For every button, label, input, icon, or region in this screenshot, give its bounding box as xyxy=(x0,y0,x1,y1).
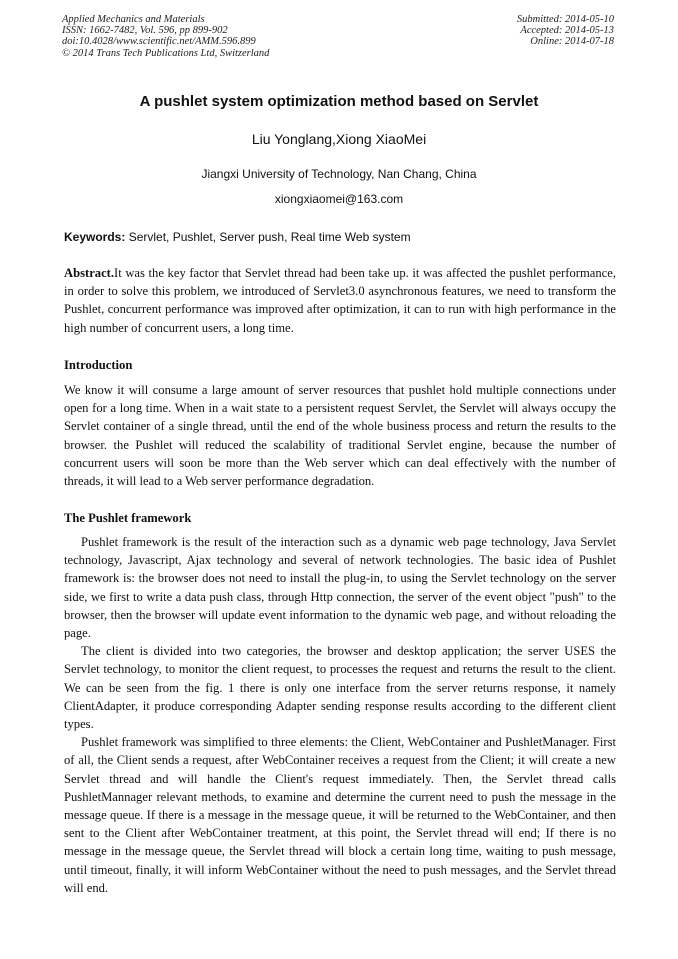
abstract-text: It was the key factor that Servlet thread had been take up. it was affected the pushlet performance, in order to solve this problem, we introduced of Servlet3.0 asynchronous features, we need to transform the Pushlet, concurrent performance was improved after optimization, it can to run with high performance in the high number of concurrent users, a long time. xyxy=(64,266,616,335)
section-heading-introduction: Introduction xyxy=(64,358,133,372)
issn-line: ISSN: 1662-7482, Vol. 596, pp 899-902 xyxy=(62,25,228,37)
paragraph: The client is divided into two categories, the browser and desktop application; the server USES the Servlet technology, to monitor the client request, to processes the request and returns the result to the client. We can be seen from the fig. 1 there is only one interface from the server returns response, it namely ClientAdapter, it produce corresponding Adapter sending response results according to the different client types. xyxy=(64,644,616,732)
authors: Liu Yonglang,Xiong XiaoMei xyxy=(251,131,427,147)
abstract-label: Abstract. xyxy=(64,266,115,280)
journal-name: Applied Mechanics and Materials xyxy=(62,14,205,25)
keywords-text: Servlet, Pushlet, Server push, Real time Web system xyxy=(125,230,411,244)
doi-line: doi:10.4028/www.scientific.net/AMM.596.899 xyxy=(62,36,256,48)
copyright-line: © 2014 Trans Tech Publications Ltd, Switzerland xyxy=(62,47,270,59)
affiliation: Jiangxi University of Technology, Nan Chang, China xyxy=(201,167,477,181)
pushlet-framework-section xyxy=(64,533,616,897)
accepted-date: Accepted: 2014-05-13 xyxy=(520,25,614,37)
dates-info xyxy=(414,14,614,48)
online-date: Online: 2014-07-18 xyxy=(530,36,614,48)
paper-title: A pushlet system optimization method based on Servlet xyxy=(139,93,539,110)
journal-info xyxy=(62,14,392,59)
keywords-label: Keywords: xyxy=(64,230,126,244)
paragraph: Pushlet framework is the result of the interaction such as a dynamic web page technology, Java Servlet technology, Javascript, Ajax technology and several of network technologies. The basic idea of Pushlet framework is: the browser does not need to install the plug-in, to using the Servlet technology on the server side, we first to write a data push class, through Http connection, the server of the event object "push" to the browser, then the browser will update event information to the dynamic web page, and without reloading the page. xyxy=(64,535,616,641)
introduction-paragraph: We know it will consume a large amount of server resources that pushlet hold multiple connections under open for a long time. When in a wait state to a persistent request Servlet, the Servlet will always occupy the Servlet container of a single thread, until the end of the whole business process and return the results to the browser. the Pushlet will reduced the scalability of traditional Servlet engine, because the number of concurrent users will soon be more than the Web server which can deal effectively with the number of threads, it will lead to a Web server performance degradation. xyxy=(64,383,616,489)
author-email: xiongxiaomei@163.com xyxy=(274,192,404,206)
section-heading-pushlet-framework: The Pushlet framework xyxy=(64,511,192,525)
paragraph: Pushlet framework was simplified to three elements: the Client, WebContainer and PushletManager. First of all, the Client sends a request, after WebContainer receives a request from the Client; it will create a new Servlet thread and will handle the Client's request immediately. Then, the Servlet thread calls PushletMannager relevant methods, to examine and determine the current need to push the message in the message queue. If there is a message in the message queue, it will be returned to the WebContainer, and then sent to the Client after WebContainer treatment, at this point, the Servlet thread will end; If there is no message in the message queue, the Servlet thread will block a certain long time, waiting to push message, until timeout, finally, it will inform WebContainer without the need to push messages, and the Servlet thread will end. xyxy=(64,735,616,895)
abstract xyxy=(64,264,616,337)
keywords xyxy=(64,230,616,245)
submitted-date: Submitted: 2014-05-10 xyxy=(516,14,614,25)
